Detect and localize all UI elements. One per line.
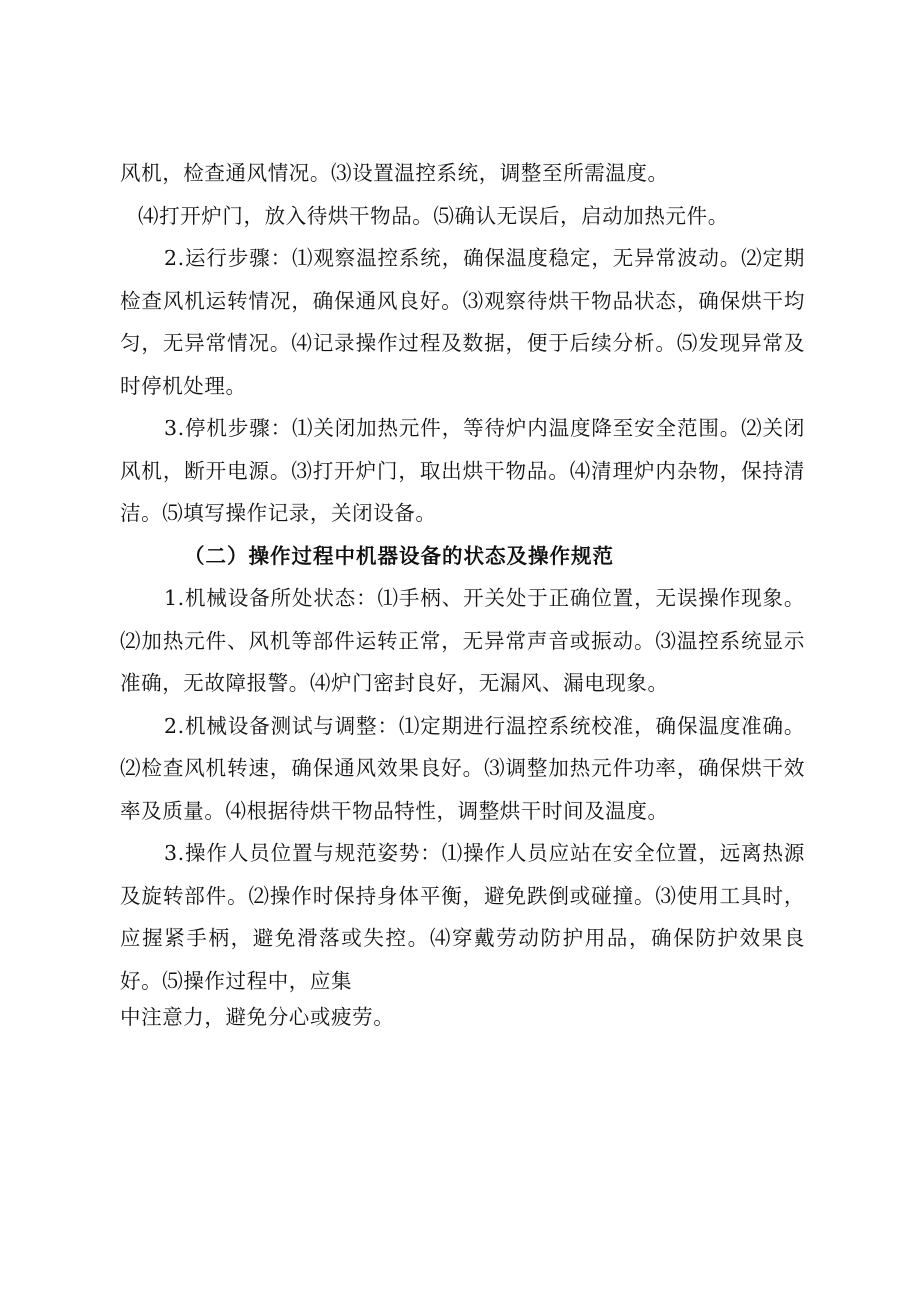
paragraph-equipment-testing: 2.机械设备测试与调整：⑴定期进行温控系统校准，确保温度准确。⑵检查风机转速，确保通风效果良好。⑶调整加热元件功率，确保烘干效率及质量。⑷根据待烘干物品特性，调整烘干时间及温度。	[120, 713, 805, 823]
paragraph-equipment-state: 1.机械设备所处状态：⑴手柄、开关处于正确位置，无误操作现象。⑵加热元件、风机等部件运转正常，无异常声音或振动。⑶温控系统显示准确，无故障报警。⑷炉门密封良好，无漏风、漏电现象。	[120, 586, 805, 695]
paragraph-stop-steps: 3.停机步骤：⑴关闭加热元件，等待炉内温度降至安全范围。⑵关闭风机，断开电源。⑶打开炉门，取出烘干物品。⑷清理炉内杂物，保持清洁。⑸填写操作记录，关闭设备。	[120, 416, 805, 525]
paragraph-tail-line: 中注意力，避免分心或疲劳。	[120, 1005, 395, 1029]
section-heading: （二）操作过程中机器设备的状态及操作规范	[184, 543, 614, 568]
paragraph-prep-steps-tail: ⑷打开炉门，放入待烘干物品。⑸确认无误后，启动加热元件。	[138, 203, 729, 228]
document-page	[120, 152, 805, 1032]
paragraph-continuation: 风机，检查通风情况。⑶设置温控系统，调整至所需温度。	[120, 161, 669, 185]
paragraph-operator-posture: 3.操作人员位置与规范姿势：⑴操作人员应站在安全位置，远离热源及旋转部件。⑵操作时保持身体平衡，避免跌倒或碰撞。⑶使用工具时，应握紧手柄，避免滑落或失控。⑷穿戴劳动防护用品，确保防护效果良好。⑸操作过程中，应集	[120, 841, 805, 993]
paragraph-run-steps: 2.运行步骤：⑴观察温控系统，确保温度稳定，无异常波动。⑵定期检查风机运转情况，确保通风良好。⑶观察待烘干物品状态，确保烘干均匀，无异常情况。⑷记录操作过程及数据，便于后续分析。⑸发现异常及时停机处理。	[120, 246, 805, 398]
